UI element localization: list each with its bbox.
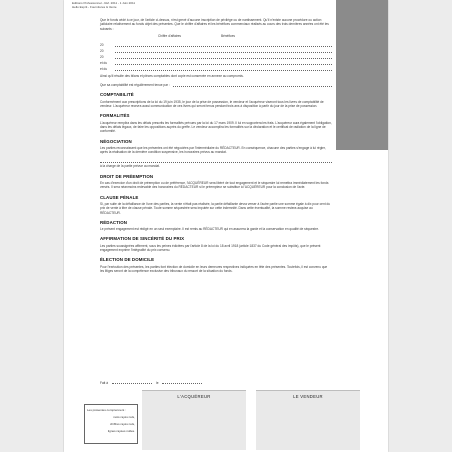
note-line: lignes rayées nulles. [107,429,135,433]
section-text: Si, par suite de la défaillance de l'une des parties, la vente n'était pas réalisée, la partie défaillante devra verser à l'autre partie une somme égale à dix pour cent du prix de vente à titre de clause pénale. Toute somme séquestrée sera imputée sur cette indemnité. Dans cette éventualité, la somme restera acquise au RÉDACTEUR. [100,201,331,215]
section-preemption [100,175,332,190]
header-line: Editions Professionnel - Ref. 2011 - 1 Juin 2011 [72,1,136,5]
financial-row[interactable]: et du [100,65,332,71]
section-clause-penale [100,196,332,215]
section-title: DROIT DE PRÉEMPTION [100,173,154,179]
buyer-label: L'ACQUÉREUR [177,394,211,399]
section-comptabilite [100,93,332,108]
section-title: RÉDACTION [100,219,127,225]
place-date-line[interactable] [100,381,206,385]
section-text: Les parties reconnaissent que les présentes ont été négociées par l'intermédiaire du RÉDACTEUR. En conséquence, chacune des parties s'engage à lui régler, après la réalisation de la dernière condition suspensive, les honoraires prévus au mandat. [100,145,326,155]
document-body [100,18,332,276]
section-text: En cas d'exercice d'un droit de préemption ou de préférence, l'ACQUÉREUR sera libéré de tout engagement et le séquestre lui remettra immédiatement les fonds versés. Il sera néanmoins redevable des honoraires du RÉDACTEUR si le préempteur se substitue à l'ACQUÉREUR pour la conclusion de l'acte. [100,181,329,190]
seller-signature-box[interactable] [256,390,360,450]
section-text: Les parties soussignées affirment, sous les peines édictées par l'article 8 de la loi du 18 avril 1918 (article 1837 du Code général des impôts), que le présent engagement exprime l'intégralité du prix convenu. [100,243,321,253]
financial-row[interactable]: 20 [100,47,332,53]
note-title: Les présentes comprennent : [87,408,126,412]
note-line: mots rayés nuls, [113,415,135,419]
decorative-side-stripe [336,0,388,150]
financial-row[interactable]: 20 [100,41,332,47]
deletions-note-box [84,404,138,444]
col-profit: Bénéfices [221,33,235,38]
seller-label: LE VENDEUR [293,394,323,399]
after-table-text: Ainsi qu'il résulte des bilans et pièces comptables dont copie est conservée en annexe au compromis. [100,74,244,79]
financial-row[interactable]: et du [100,59,332,65]
fait-label: Fait à [100,381,108,385]
section-title: AFFIRMATION DE SINCÉRITÉ DU PRIX [100,236,185,242]
accountant-label: Que sa comptabilité est régulièrement tenue par : [100,83,170,88]
section-title: FORMALITÉS [100,113,130,119]
note-line: chiffres rayés nuls, [110,422,135,426]
section-text: Conformément aux prescriptions de la loi du 19 juin 1935, le jour de la prise de possession, le vendeur et l'acquéreur viseront tous les livres de comptabilité de vendeur. L'acquéreur recevra aussi communication de ces livres qui seront tenus pendant trois ans à disposition à partir du jour de la prise de possession. [100,99,324,109]
fee-amount-field[interactable] [100,157,332,163]
section-extra: à la charge de la partie prévue au mandat. [100,164,160,169]
buyer-signature-box[interactable] [142,390,246,450]
col-revenue: Chiffre d'affaires [158,33,181,38]
section-title: ÉLECTION DE DOMICILE [100,257,155,263]
signature-area [142,390,360,450]
header-line: Hello Esprit - Fournitures & Vente [72,4,117,9]
date-label: le [155,381,159,385]
section-text: L'acquéreur remplira dans les délais prescrits les formalités prévues par la loi du 17 mars 1909. Il lui en supportera les frais. L'acquéreur aura également l'obligation, dans les délais légaux, de faire les oppositions auprès du greffe. Le vendeur accomplira les formalités sur la déclaration et le certificat de radiation de la ligne de conformité. [100,120,332,134]
section-sincerite [100,237,332,252]
financial-table-header [100,34,332,38]
section-title: NÉGOCIATION [100,138,132,144]
accountant-field[interactable] [100,81,332,87]
section-domicile [100,258,332,273]
financial-row[interactable]: 20 [100,53,332,59]
intro-paragraph: Que le fonds cédé à ce jour, de l'article ci-dessus, n'est grevé d'aucune inscription de privilège ou de nantissement. Qu'il n'existe aucune procédure ou action judiciaire relativement au fonds objet des présentes. Que le chiffre d'affaires et les bénéfices commerciaux réalisés au cours des trois dernières années ont été les suivants : [100,18,329,31]
section-text: Le présent engagement est rédigé en un seul exemplaire. Il est remis au RÉDACTEUR qui en assurera la garde et la conservation en qualité de séquestre. [100,227,319,232]
section-title: COMPTABILITÉ [100,92,134,98]
section-text: Pour l'exécution des présentes, les parties font élection de domicile en leurs demeures respectives indiquées en tête des présentes. Toutefois, il est convenu que les litiges seront de la compétence exclusive des tribunaux du ressort de la situation du fonds. [100,264,328,273]
section-title: CLAUSE PÉNALE [100,194,139,200]
section-redaction [100,221,332,232]
publisher-header [72,2,152,9]
section-formalites [100,114,332,133]
section-negociation [100,140,332,169]
